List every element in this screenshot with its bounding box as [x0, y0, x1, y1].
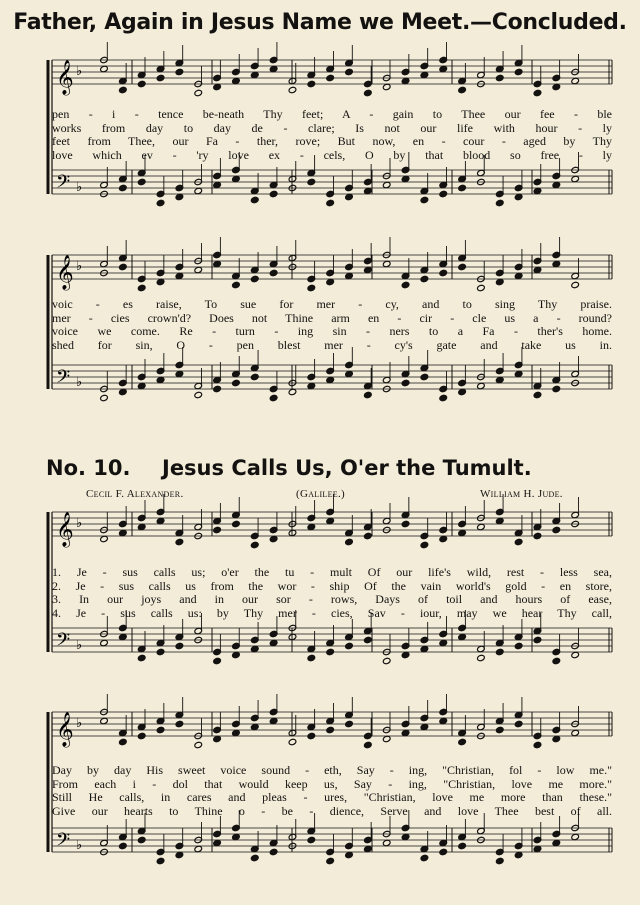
bass-staff: [52, 347, 612, 402]
bass-clef-icon: 𝄢: [56, 830, 71, 855]
flat-icon: ♭: [76, 716, 83, 731]
lyric-line: love which ev - 'ry love ex - cels, O by that blood so free - ly: [52, 147, 612, 162]
flat-icon: ♭: [76, 638, 83, 653]
lyric-line: 1. Je - sus calls us; o'er the tu - mult Of our life's wild, rest - less sea,: [52, 565, 612, 579]
hymn-number: No. 10.: [46, 456, 131, 480]
bass-clef-icon: 𝄢: [56, 367, 71, 392]
flat-icon: ♭: [76, 180, 83, 195]
lyric-line: From each i - dol that would keep us, Say - ing, "Christian, love me more.": [52, 776, 612, 791]
flat-icon: ♭: [76, 838, 83, 853]
composer-credit: William H. Jude.: [480, 488, 563, 500]
lyric-line: 3. In our joys and in our sor - rows, Days of toil and hours of ease,: [52, 592, 612, 607]
lyric-line: Still He calls, in cares and pleas - ures, "Christian, love me more than these.": [52, 790, 612, 805]
hymn-title: Jesus Calls Us, O'er the Tumult.: [162, 456, 532, 480]
lyric-line: voice we come. Re - turn - ing sin - ners to a Fa - ther's home.: [52, 324, 612, 339]
lyrics-system-1: [52, 108, 612, 162]
treble-clef-icon: 𝄞: [56, 512, 74, 547]
treble-clef-icon: 𝄞: [56, 255, 74, 290]
lyric-line: shed for sin, O - pen blest mer - cy's gate and take us in.: [52, 337, 612, 352]
lyrics-system-3: [52, 566, 612, 620]
page-title: Father, Again in Jesus Name we Meet.—Concluded.: [13, 10, 627, 35]
lyric-line: Give our hearts to Thine o - be - dience, Serve and love Thee best of all.: [52, 803, 612, 818]
lyric-line: works from day to day de - clare; Is not our life with hour - ly: [52, 120, 612, 135]
lyric-line: Day by day His sweet voice sound - eth, Say - ing, "Christian, fol - low me.": [52, 763, 612, 777]
treble-clef-icon: 𝄞: [56, 712, 74, 747]
bass-clef-icon: 𝄢: [56, 630, 71, 655]
lyrics-system-2: [52, 298, 612, 352]
treble-staff: [52, 494, 612, 549]
flat-icon: ♭: [76, 516, 83, 531]
lyric-line: feet from Thee, our Fa - ther, rove; But now, en - cour - aged by Thy: [52, 134, 612, 149]
treble-staff: [52, 694, 612, 749]
bass-clef-icon: 𝄢: [56, 172, 71, 197]
treble-clef-icon: 𝄞: [56, 60, 74, 95]
lyric-line: 2. Je - sus calls us from the wor - ship Of the vain world's gold - en store,: [52, 578, 612, 593]
treble-staff: [52, 42, 612, 97]
flat-icon: ♭: [76, 375, 83, 390]
flat-icon: ♭: [76, 259, 83, 274]
lyric-line: pen - i - tence be-neath Thy feet; A - gain to Thee our fee - ble: [52, 107, 612, 121]
lyric-line: 4. Je - sus calls us: by Thy mer - cies, Sav - iour, may we hear Thy call,: [52, 605, 612, 620]
tune-name: (Galilee.): [296, 488, 346, 500]
treble-staff: [52, 237, 612, 292]
lyrics-system-4: [52, 764, 612, 818]
lyric-line: voic - es raise, To sue for mer - cy, and to sing Thy praise.: [52, 297, 612, 311]
lyric-line: mer - cies crown'd? Does not Thine arm en - cir - cle us a - round?: [52, 310, 612, 325]
flat-icon: ♭: [76, 64, 83, 79]
author-credit: Cecil F. Alexander.: [86, 488, 184, 500]
